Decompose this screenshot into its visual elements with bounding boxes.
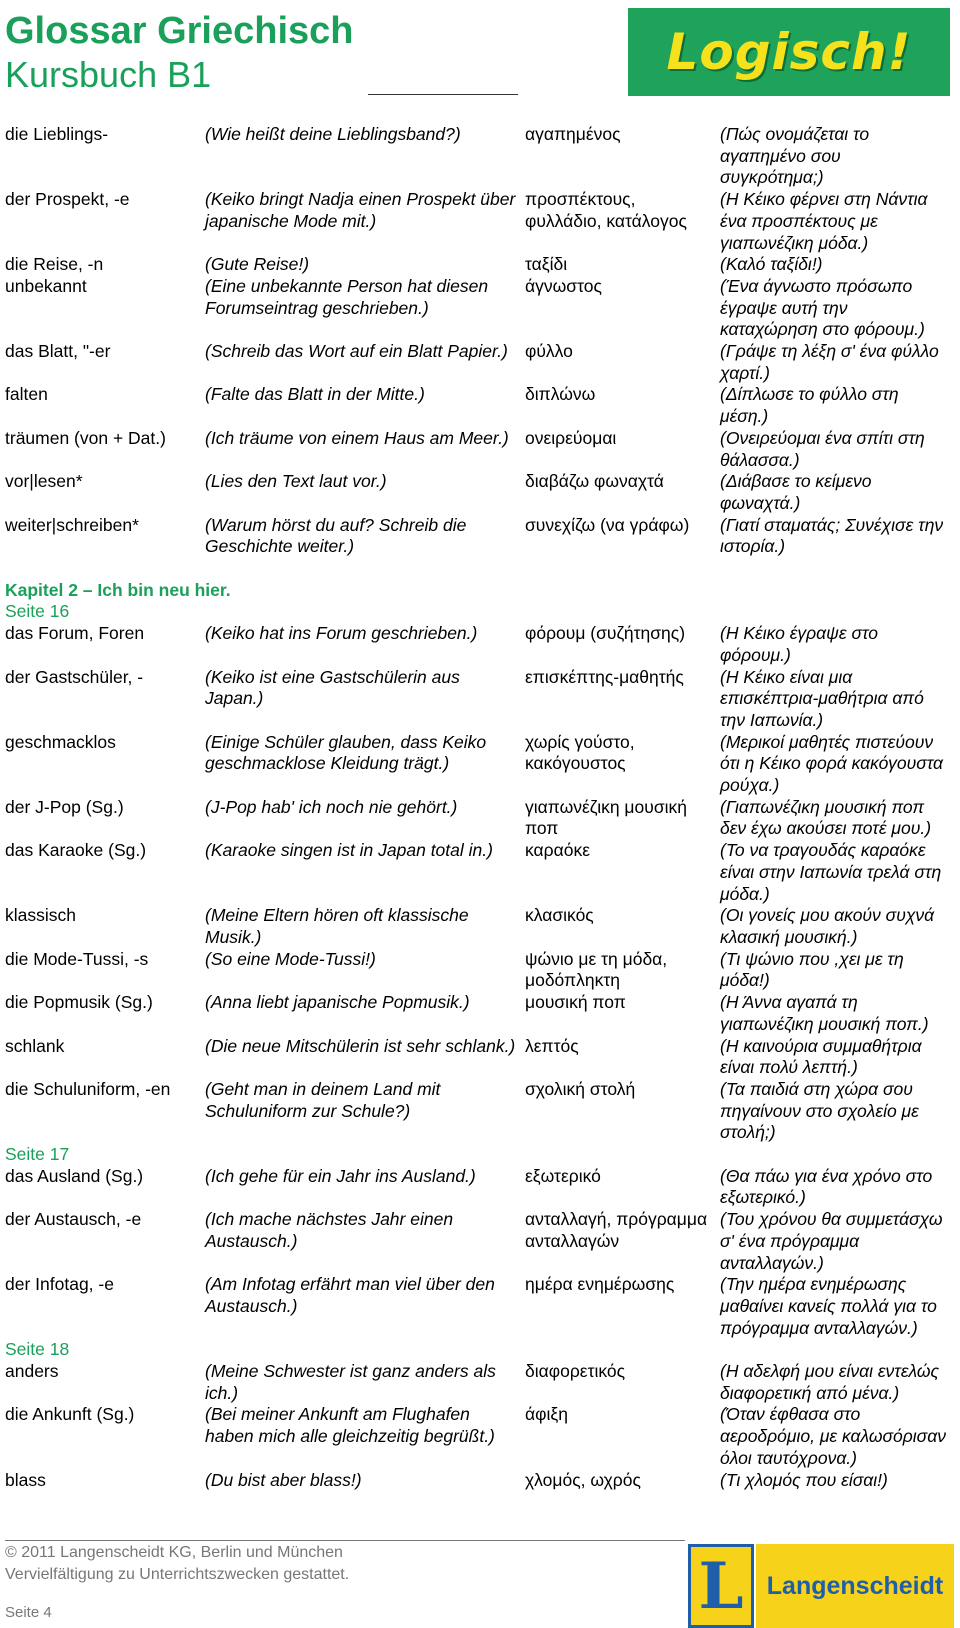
chapter-heading: Kapitel 2 – Ich bin neu hier. bbox=[5, 579, 231, 600]
greek-example: (Γιαπωνέζικη μουσική ποπ δεν έχω ακούσει ποτέ μου.) bbox=[720, 796, 932, 839]
glossary-row bbox=[5, 1404, 955, 1469]
greek-example: (Του χρόνου θα συμμετάσχω σ' ένα πρόγραμμα ανταλλαγών.) bbox=[720, 1209, 943, 1273]
greek-example: (Όταν έφθασα στο αεροδρόμιο, με καλωσόρισαν όλοι ταυτόχρονα.) bbox=[720, 1404, 946, 1468]
german-example: (Keiko bringt Nadja einen Prospekt über japanische Mode mit.) bbox=[205, 189, 516, 231]
german-example: (Eine unbekannte Person hat diesen Forumseintrag geschrieben.) bbox=[205, 275, 489, 318]
glossary-group-1 bbox=[5, 124, 955, 558]
german-term: das Ausland (Sg.) bbox=[5, 1165, 144, 1186]
greek-example: (Η Κέικο έγραψε στο φόρουμ.) bbox=[720, 623, 879, 665]
glossary-row bbox=[5, 949, 955, 992]
german-term: das Karaoke (Sg.) bbox=[5, 840, 147, 861]
spacer bbox=[5, 558, 955, 580]
german-term: der Austausch, -e bbox=[5, 1209, 142, 1230]
german-example: (Du bist aber blass!) bbox=[205, 1469, 362, 1490]
logisch-logo-text: Logisch! bbox=[666, 23, 912, 81]
german-term: falten bbox=[5, 384, 48, 405]
german-term: weiter|schreiben* bbox=[5, 514, 139, 535]
greek-term: ονειρεύομαι bbox=[525, 427, 617, 448]
greek-example: (Διάβασε το κείμενο φωναχτά.) bbox=[720, 471, 872, 513]
glossary-row bbox=[5, 1361, 955, 1404]
german-example: (Warum hörst du auf? Schreib die Geschichte weiter.) bbox=[205, 514, 467, 557]
glossary-row bbox=[5, 428, 955, 471]
german-example: (Karaoke singen ist in Japan total in.) bbox=[205, 840, 493, 861]
german-example: (Einige Schüler glauben, dass Keiko geschmacklose Kleidung trägt.) bbox=[205, 731, 487, 774]
greek-example: (Μερικοί μαθητές πιστεύουν ότι η Κέικο φορά κακόγουστα ρούχα.) bbox=[720, 731, 944, 796]
german-term: die Ankunft (Sg.) bbox=[5, 1404, 135, 1425]
greek-term: μουσική ποπ bbox=[525, 992, 626, 1013]
greek-example: (Ένα άγνωστο πρόσωπο έγραψε αυτή την καταχώρηση στο φόρουμ.) bbox=[720, 275, 925, 340]
glossary-row bbox=[5, 992, 955, 1035]
greek-term: διαβάζω φωναχτά bbox=[525, 471, 664, 492]
greek-term: προσπέκτους, φυλλάδιο, κατάλογος bbox=[525, 189, 687, 231]
german-example: (Wie heißt deine Lieblingsband?) bbox=[205, 124, 461, 144]
german-term: vor|lesen* bbox=[5, 471, 83, 492]
greek-example: (Τα παιδιά στη χώρα σου πηγαίνουν στο σχολείο με στολή;) bbox=[720, 1078, 919, 1143]
glossary-row bbox=[5, 840, 955, 905]
german-term: schlank bbox=[5, 1035, 65, 1056]
greek-example: (Η Κέικο φέρνει στη Νάντια ένα προσπέκτους με γιαπωνέζικη μόδα.) bbox=[720, 189, 928, 253]
german-term: die Schuluniform, -en bbox=[5, 1078, 171, 1099]
greek-term: ανταλλαγή, πρόγραμμα ανταλλαγών bbox=[525, 1209, 708, 1251]
glossary-row bbox=[5, 623, 955, 666]
publisher-name: Langenscheidt bbox=[766, 1571, 944, 1600]
greek-term: κλασικός bbox=[525, 905, 594, 926]
greek-example: (Η Άννα αγαπά τη γιαπωνέζικη μουσική ποπ.) bbox=[720, 992, 929, 1034]
german-example: (Ich gehe für ein Jahr ins Ausland.) bbox=[205, 1165, 476, 1186]
german-example: (So eine Mode-Tussi!) bbox=[205, 948, 376, 969]
greek-term: αγαπημένος bbox=[525, 124, 621, 144]
copy-note: Vervielfältigung zu Unterrichtszwecken gestattet. bbox=[5, 1566, 350, 1583]
greek-term: εξωτερικό bbox=[525, 1165, 601, 1186]
glossary-group-2 bbox=[5, 623, 955, 1144]
german-example: (Anna liebt japanische Popmusik.) bbox=[205, 992, 470, 1013]
logisch-logo bbox=[628, 8, 950, 96]
greek-example: (Γιατί σταματάς; Συνέχισε την ιστορία.) bbox=[720, 514, 944, 557]
page-header bbox=[0, 0, 960, 110]
greek-term: ημέρα ενημέρωσης bbox=[525, 1274, 675, 1295]
greek-term: σχολική στολή bbox=[525, 1078, 636, 1099]
greek-example: (Δίπλωσε το φύλλο στη μέση.) bbox=[720, 384, 899, 427]
greek-example: (Πώς ονομάζεται το αγαπημένο σου συγκρότημα;) bbox=[720, 124, 870, 188]
glossary-row bbox=[5, 1166, 955, 1209]
greek-example: (Ονειρεύομαι ένα σπίτι στη θάλασσα.) bbox=[720, 427, 925, 470]
greek-term: χωρίς γούστο, κακόγουστος bbox=[525, 731, 635, 774]
german-example: (Lies den Text laut vor.) bbox=[205, 471, 387, 492]
german-term: klassisch bbox=[5, 905, 76, 926]
german-example: (Gute Reise!) bbox=[205, 254, 310, 275]
langenscheidt-logo-icon bbox=[688, 1544, 754, 1628]
page-subtitle: Kursbuch B1 bbox=[5, 54, 212, 95]
german-term: das Forum, Foren bbox=[5, 623, 145, 644]
german-term: das Blatt, "-er bbox=[5, 341, 111, 362]
langenscheidt-wordmark bbox=[756, 1544, 954, 1628]
greek-term: διπλώνω bbox=[525, 384, 596, 405]
german-term: die Popmusik (Sg.) bbox=[5, 992, 153, 1013]
page-section-16: Seite 16 bbox=[5, 601, 70, 622]
greek-term: ταξίδι bbox=[525, 254, 568, 275]
greek-term: άφιξη bbox=[525, 1404, 568, 1425]
greek-example: (Θα πάω για ένα χρόνο στο εξωτερικό.) bbox=[720, 1165, 933, 1208]
glossary-row bbox=[5, 905, 955, 948]
glossary-row bbox=[5, 1470, 955, 1492]
glossary-row bbox=[5, 515, 955, 558]
german-example: (Die neue Mitschülerin ist sehr schlank.) bbox=[205, 1035, 516, 1056]
german-term: geschmacklos bbox=[5, 731, 116, 752]
german-term: der J-Pop (Sg.) bbox=[5, 796, 124, 817]
glossary-row bbox=[5, 797, 955, 840]
german-term: unbekannt bbox=[5, 275, 87, 296]
greek-term: λεπτός bbox=[525, 1035, 579, 1056]
greek-term: ψώνιο με τη μόδα, μοδόπληκτη bbox=[525, 948, 668, 991]
glossary-group-4 bbox=[5, 1361, 955, 1491]
greek-example: (Γράψε τη λέξη σ' ένα φύλλο χαρτί.) bbox=[720, 341, 939, 383]
page-footer bbox=[0, 1540, 960, 1628]
german-term: die Mode-Tussi, -s bbox=[5, 948, 149, 969]
greek-example: (Η καινούρια συμμαθήτρια είναι πολύ λεπτή.) bbox=[720, 1035, 922, 1078]
glossary-group-3 bbox=[5, 1166, 955, 1340]
glossary-row bbox=[5, 276, 955, 341]
greek-example: (Τι χλομός που είσαι!) bbox=[720, 1469, 888, 1490]
copyright-text: © 2011 Langenscheidt KG, Berlin und München bbox=[5, 1544, 343, 1561]
greek-term: φόρουμ (συζήτησης) bbox=[525, 623, 686, 644]
greek-example: (Οι γονείς μου ακούν συχνά κλασική μουσική.) bbox=[720, 905, 935, 947]
german-example: (Meine Schwester ist ganz anders als ich.) bbox=[205, 1361, 496, 1403]
page-section-18: Seite 18 bbox=[5, 1339, 70, 1360]
page-title: Glossar Griechisch bbox=[5, 10, 354, 52]
glossary-row bbox=[5, 1079, 955, 1144]
glossary-row bbox=[5, 1209, 955, 1274]
page-section-17: Seite 17 bbox=[5, 1144, 70, 1165]
greek-term: φύλλο bbox=[525, 341, 573, 362]
greek-term: γιαπωνέζικη μουσική ποπ bbox=[525, 796, 687, 839]
glossary-row bbox=[5, 1274, 955, 1339]
greek-example: (Το να τραγουδάς καραόκε είναι στην Ιαπωνία τρελά στη μόδα.) bbox=[720, 840, 942, 904]
german-example: (Falte das Blatt in der Mitte.) bbox=[205, 384, 425, 405]
title-rule bbox=[368, 94, 518, 95]
langenscheidt-logo-letter: L bbox=[698, 1548, 744, 1624]
glossary-row bbox=[5, 471, 955, 514]
german-example: (J-Pop hab' ich noch nie gehört.) bbox=[205, 796, 458, 817]
german-term: anders bbox=[5, 1361, 59, 1382]
greek-term: επισκέπτης-μαθητής bbox=[525, 666, 684, 687]
german-term: blass bbox=[5, 1469, 46, 1490]
greek-term: χλομός, ωχρός bbox=[525, 1469, 641, 1490]
german-example: (Schreib das Wort auf ein Blatt Papier.) bbox=[205, 341, 508, 362]
german-example: (Geht man in deinem Land mit Schuluniform zur Schule?) bbox=[205, 1078, 441, 1121]
greek-example: (Τι ψώνιο που ,χει με τη μόδα!) bbox=[720, 948, 904, 991]
glossary-row bbox=[5, 254, 955, 276]
greek-example: (Καλό ταξίδι!) bbox=[720, 254, 823, 275]
glossary-content bbox=[5, 124, 955, 1491]
german-example: (Ich träume von einem Haus am Meer.) bbox=[205, 427, 509, 448]
german-example: (Meine Eltern hören oft klassische Musik.) bbox=[205, 905, 469, 947]
german-term: der Infotag, -e bbox=[5, 1274, 114, 1295]
glossary-row bbox=[5, 732, 955, 797]
glossary-row bbox=[5, 124, 955, 189]
footer-rule bbox=[5, 1540, 685, 1541]
greek-example: (Η αδελφή μου είναι εντελώς διαφορετική από μένα.) bbox=[720, 1361, 940, 1403]
german-example: (Keiko ist eine Gastschülerin aus Japan.) bbox=[205, 666, 460, 709]
glossary-row bbox=[5, 667, 955, 732]
german-term: der Prospekt, -e bbox=[5, 189, 130, 210]
german-example: (Keiko hat ins Forum geschrieben.) bbox=[205, 623, 478, 644]
page-number: Seite 4 bbox=[5, 1604, 52, 1621]
greek-term: καραόκε bbox=[525, 840, 591, 861]
greek-example: (Η Κέικο είναι μια επισκέπτρια-μαθήτρια από την Ιαπωνία.) bbox=[720, 666, 924, 730]
glossary-row bbox=[5, 1036, 955, 1079]
german-example: (Am Infotag erfährt man viel über den Austausch.) bbox=[205, 1274, 495, 1316]
greek-term: άγνωστος bbox=[525, 275, 602, 296]
german-term: die Reise, -n bbox=[5, 254, 104, 275]
german-term: träumen (von + Dat.) bbox=[5, 427, 166, 448]
glossary-row bbox=[5, 341, 955, 384]
german-example: (Bei meiner Ankunft am Flughafen haben mich alle gleichzeitig begrüßt.) bbox=[205, 1404, 495, 1447]
german-example: (Ich mache nächstes Jahr einen Austausch.) bbox=[205, 1209, 454, 1251]
greek-example: (Την ημέρα ενημέρωσης μαθαίνει κανείς πολλά για το πρόγραμμα ανταλλαγών.) bbox=[720, 1274, 937, 1338]
glossary-row bbox=[5, 384, 955, 427]
greek-term: συνεχίζω (να γράφω) bbox=[525, 514, 690, 535]
glossary-row bbox=[5, 189, 955, 254]
german-term: die Lieblings- bbox=[5, 124, 109, 144]
german-term: der Gastschüler, - bbox=[5, 666, 144, 687]
greek-term: διαφορετικός bbox=[525, 1361, 626, 1382]
